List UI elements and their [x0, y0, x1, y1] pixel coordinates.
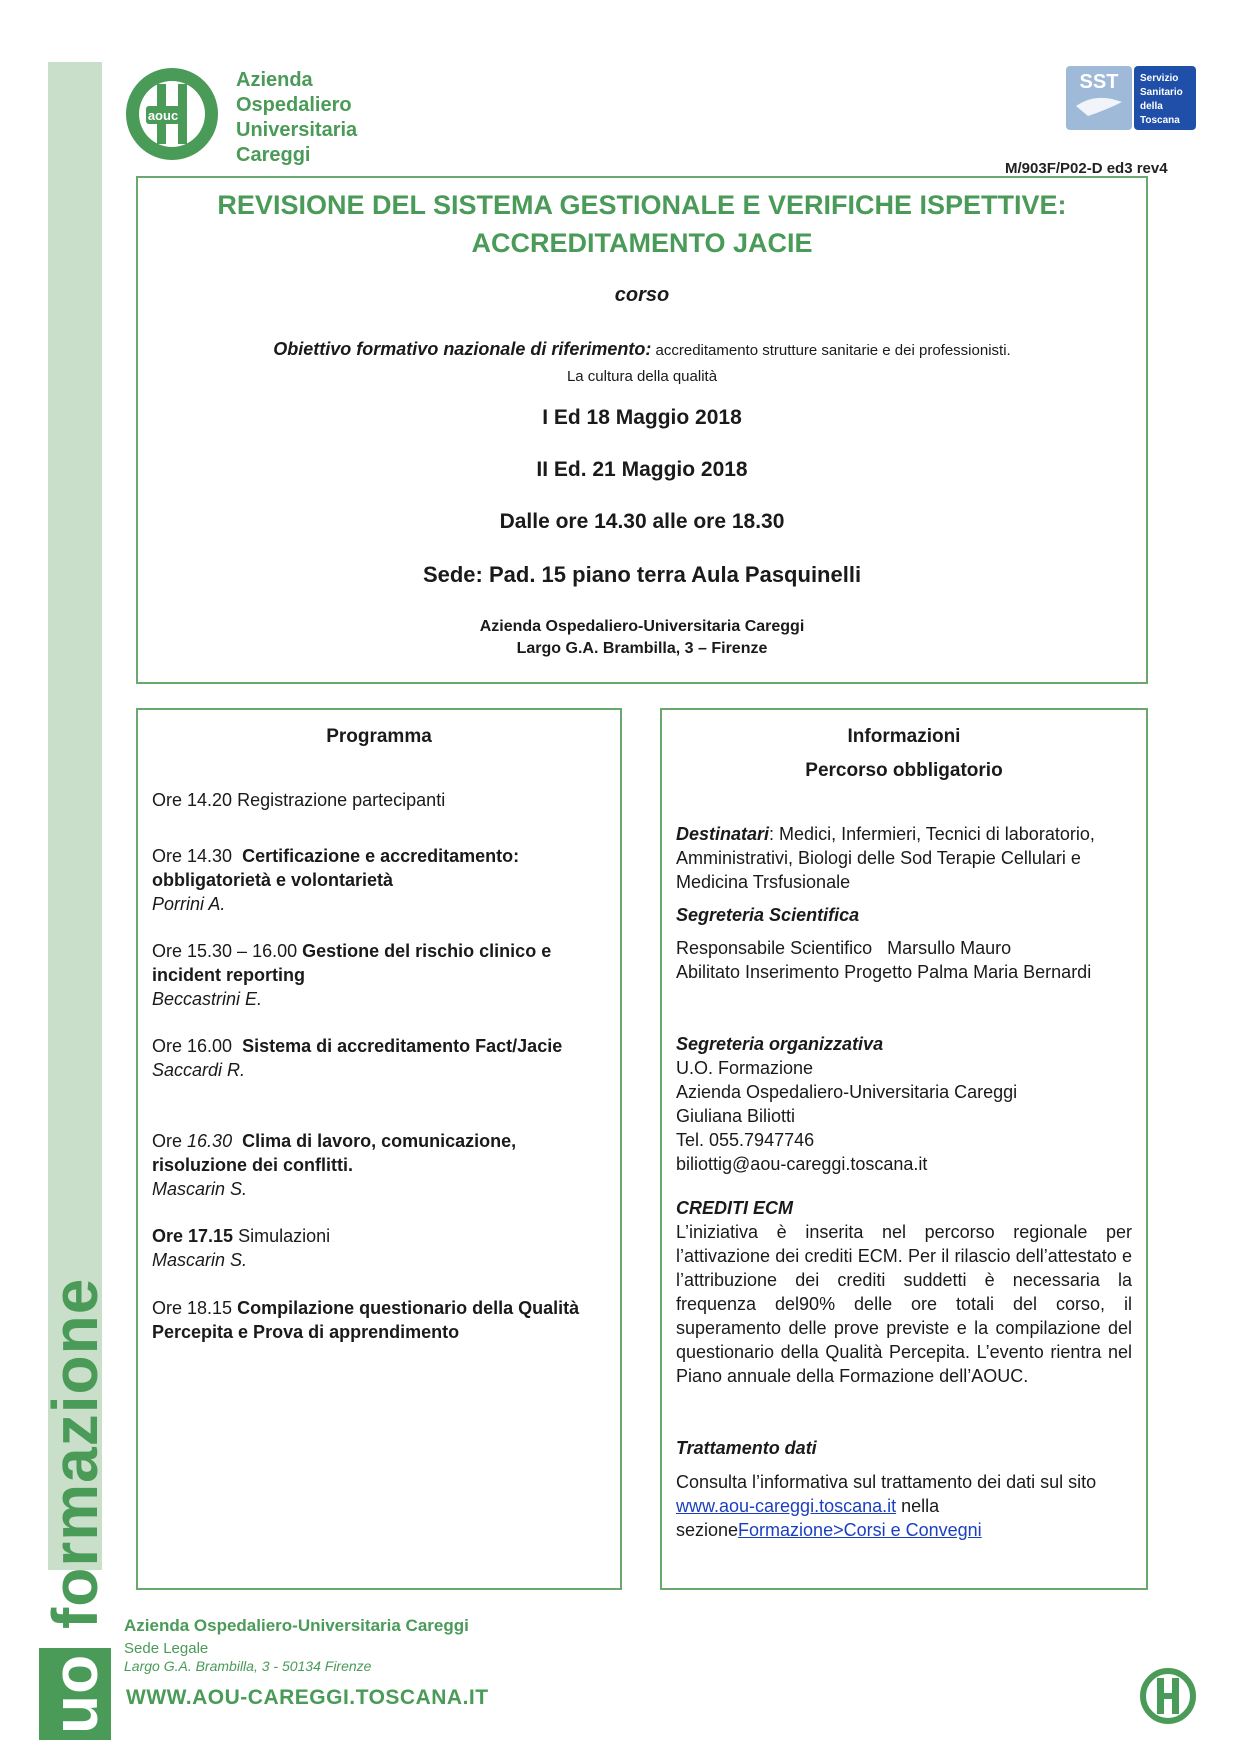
org-name-line: Azienda	[236, 69, 313, 91]
objective-text-2: La cultura della qualità	[566, 368, 718, 385]
program-speaker: Porrini A.	[152, 894, 226, 914]
program-time: Ore 15.30 – 16.00	[152, 941, 298, 961]
venue-address	[136, 616, 1148, 660]
program-title: Gestione del rischio clinico e incident reporting	[152, 941, 552, 985]
program-time: Ore 17.15	[152, 1226, 234, 1246]
program-item	[152, 1129, 612, 1201]
ecm-credits-text: L’iniziativa è inserita nel percorso regionale per l’attivazione dei crediti ECM. Per il rilascio dell’attestato e l’attribuzione dei crediti suddetti è necessaria la frequenza del90% delle ore totali del corso, il superamento delle prove previste e la compilazione del questionario della Qualità Percepita. L’evento rientra nel Piano annuale della Formazione dell’AOUC.	[676, 1222, 1132, 1386]
privacy-text	[676, 1470, 1136, 1542]
course-time: Dalle ore 14.30 alle ore 18.30	[499, 510, 785, 533]
course-title-line: ACCREDITAMENTO JACIE	[471, 228, 813, 258]
program-title: Clima di lavoro, comunicazione, risoluzione dei conflitti.	[152, 1131, 517, 1175]
venue-street: Largo G.A. Brambilla, 3 – Firenze	[516, 640, 768, 657]
footer-address: Largo G.A. Brambilla, 3 - 50134 Firenze	[124, 1658, 372, 1674]
program-time: Ore 16.00	[152, 1036, 233, 1056]
side-band-prefix: uo	[39, 1648, 111, 1740]
contact-email[interactable]: biliottig@aou-careggi.toscana.it	[676, 1154, 928, 1174]
program-speaker: Beccastrini E.	[152, 989, 263, 1009]
program-item	[152, 844, 612, 916]
program-item	[152, 1296, 612, 1344]
organizing-secretariat-line: Giuliana Biliotti	[676, 1106, 796, 1126]
footer-org: Azienda Ospedaliero-Universitaria Careggi	[124, 1616, 469, 1635]
organizing-secretariat-label: Segreteria organizzativa	[676, 1034, 884, 1054]
edition-date-1: I Ed 18 Maggio 2018	[542, 406, 742, 429]
edition-date-2: II Ed. 21 Maggio 2018	[536, 458, 748, 481]
program-speaker: Mascarin S.	[152, 1250, 248, 1270]
sst-logo	[1066, 66, 1196, 130]
sst-logo-text: SST	[1079, 71, 1119, 93]
program-time: Ore 14.30	[152, 846, 233, 866]
sst-caption-line: Sanitario	[1140, 87, 1183, 98]
program-item	[152, 1224, 612, 1272]
side-band-word: formazione	[39, 1277, 111, 1630]
scientific-secretariat-line: Responsabile Scientifico Marsullo Mauro	[676, 938, 1012, 958]
website-link[interactable]: www.aou-careggi.toscana.it	[676, 1496, 897, 1516]
venue-org: Azienda Ospedaliero-Universitaria Careggi	[479, 618, 805, 635]
org-name-line: Ospedaliero	[236, 94, 352, 116]
program-heading: Programma	[326, 726, 432, 747]
document-code: M/903F/P02-D ed3 rev4	[1005, 160, 1168, 177]
org-name	[236, 68, 357, 168]
organizing-secretariat	[676, 1056, 1136, 1176]
privacy-text-part: nella sezione	[676, 1496, 940, 1540]
privacy-label: Trattamento dati	[676, 1438, 817, 1458]
objective-text: accreditamento strutture sanitarie e dei professionisti.	[655, 342, 1011, 359]
course-objective	[136, 336, 1148, 390]
venue-label: Sede:	[422, 562, 483, 587]
target-audience-text: : Medici, Infermieri, Tecnici di laboratorio, Amministrativi, Biologi delle Sod Terapie Cellulari e Medicina Trsfusionale	[676, 824, 1095, 892]
info-subheading: Percorso obbligatorio	[805, 760, 1003, 781]
program-title: Sistema di accreditamento Fact/Jacie	[242, 1036, 563, 1056]
program-item	[152, 788, 612, 812]
objective-label: Obiettivo formativo nazionale di riferimento:	[273, 339, 652, 359]
program-time: Ore 14.20	[152, 790, 233, 810]
courses-section-link[interactable]: Formazione>Corsi e Convegni	[738, 1520, 982, 1540]
aouc-mark-icon	[1140, 1668, 1196, 1724]
program-title: Registrazione partecipanti	[237, 790, 446, 810]
venue-name: Pad. 15 piano terra Aula Pasquinelli	[488, 562, 862, 587]
course-title	[136, 186, 1148, 262]
course-title-line: REVISIONE DEL SISTEMA GESTIONALE E VERIFICHE ISPETTIVE:	[217, 190, 1067, 220]
target-audience	[676, 822, 1136, 894]
side-band-label	[39, 1277, 111, 1740]
program-item	[152, 1034, 612, 1082]
program-title: Compilazione questionario della Qualità Percepita e Prova di apprendimento	[152, 1298, 580, 1342]
sst-caption-line: Servizio	[1140, 73, 1179, 84]
scientific-secretariat-label: Segreteria Scientifica	[676, 905, 860, 925]
privacy-text-part: Consulta l’informativa sul trattamento dei dati sul sito	[676, 1472, 1097, 1492]
scientific-secretariat-line: Abilitato Inserimento Progetto Palma Maria Bernardi	[676, 962, 1092, 982]
course-type: corso	[614, 284, 670, 306]
program-speaker: Mascarin S.	[152, 1179, 248, 1199]
target-audience-label: Destinatari	[676, 824, 770, 844]
program-item	[152, 939, 612, 1011]
organizing-secretariat-line: Tel. 055.7947746	[676, 1130, 815, 1150]
program-speaker: Saccardi R.	[152, 1060, 246, 1080]
org-name-line: Careggi	[236, 144, 311, 166]
program-time-prefix: Ore	[152, 1131, 183, 1151]
ecm-credits-label: CREDITI ECM	[676, 1198, 793, 1218]
organizing-secretariat-line: U.O. Formazione	[676, 1058, 814, 1078]
info-heading: Informazioni	[847, 726, 961, 747]
course-venue	[136, 562, 1148, 588]
scientific-secretariat	[676, 936, 1136, 984]
footer-website[interactable]: WWW.AOU-CAREGGI.TOSCANA.IT	[126, 1686, 489, 1709]
program-title: Certificazione e accreditamento: obbligatorietà e volontarietà	[152, 846, 520, 890]
footer-seat: Sede Legale	[124, 1640, 209, 1657]
program-time: Ore 18.15	[152, 1298, 233, 1318]
sst-caption-line: Toscana	[1140, 115, 1180, 126]
program-time: 16.30	[187, 1131, 233, 1151]
program-title: Simulazioni	[238, 1226, 331, 1246]
org-name-line: Universitaria	[236, 119, 358, 141]
organizing-secretariat-line: Azienda Ospedaliero-Universitaria Careggi	[676, 1082, 1018, 1102]
aouc-logo	[124, 66, 220, 162]
aouc-logo-text: aouc	[147, 108, 179, 123]
sst-caption-line: della	[1140, 101, 1163, 112]
